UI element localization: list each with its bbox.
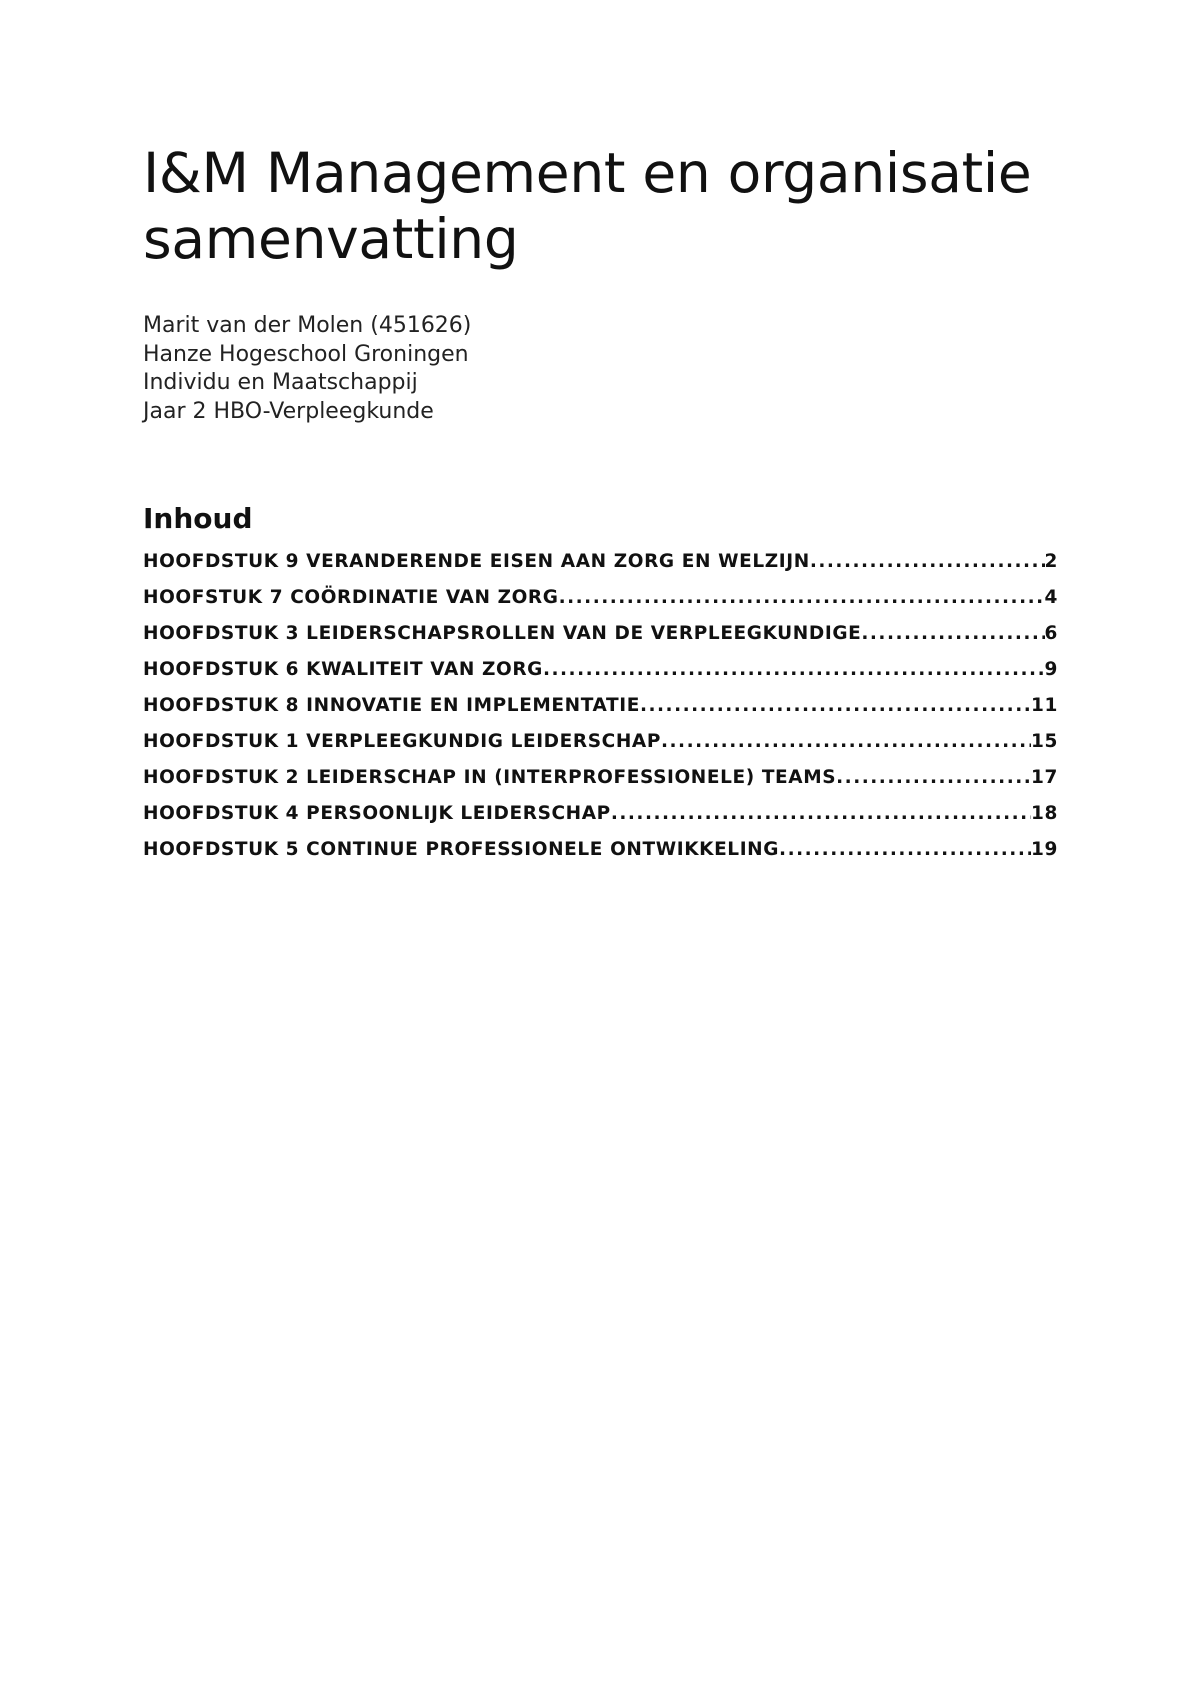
institution: Hanze Hogeschool Groningen [143,341,469,367]
toc-entry-title: HOOFDSTUK 9 VERANDERENDE EISEN AAN ZORG EN WELZIJN [143,551,810,572]
toc-entry-title: HOOFDSTUK 8 INNOVATIE EN IMPLEMENTATIE [143,695,640,716]
toc-entry[interactable] [143,580,1058,616]
document-title: I&M Management en organisatie samenvatting [143,141,1032,271]
toc-entry-title: HOOFDSTUK 2 LEIDERSCHAP IN (INTERPROFESSIONELE) TEAMS [143,767,837,788]
toc-heading: Inhoud [143,502,253,535]
toc-leader-dots [559,580,1045,616]
toc-entry[interactable] [143,688,1058,724]
toc-entry-page: 19 [1031,839,1058,860]
toc-entry[interactable] [143,544,1058,580]
author-info [143,312,1058,426]
toc-leader-dots [543,652,1045,688]
toc-entry-page: 2 [1044,551,1058,572]
toc-leader-dots [661,724,1031,760]
document-page [143,140,1058,884]
table-of-contents [143,544,1058,868]
toc-leader-dots [861,616,1044,652]
toc-entry-title: HOOFDSTUK 6 KWALITEIT VAN ZORG [143,659,543,680]
toc-entry-page: 9 [1044,659,1058,680]
toc-entry-title: HOOFDSTUK 3 LEIDERSCHAPSROLLEN VAN DE VERPLEEGKUNDIGE [143,623,862,644]
toc-entry-page: 4 [1044,587,1058,608]
toc-entry[interactable] [143,652,1058,688]
toc-entry-page: 11 [1031,695,1058,716]
toc-entry-page: 18 [1031,803,1058,824]
course-name: Individu en Maatschappij [143,370,418,395]
toc-entry-title: HOOFSTUK 7 COÖRDINATIE VAN ZORG [143,587,559,608]
toc-entry[interactable] [143,724,1058,760]
author-name: Marit van der Molen (451626) [143,313,472,338]
toc-leader-dots [836,760,1031,796]
toc-entry[interactable] [143,832,1058,868]
study-year: Jaar 2 HBO-Verpleegkunde [143,398,434,424]
toc-entry-page: 15 [1031,731,1058,752]
toc-entry[interactable] [143,616,1058,652]
toc-entry[interactable] [143,760,1058,796]
toc-entry-page: 6 [1044,623,1058,644]
toc-leader-dots [779,832,1031,868]
toc-entry-title: HOOFDSTUK 1 VERPLEEGKUNDIG LEIDERSCHAP [143,731,661,752]
toc-entry-title: HOOFDSTUK 4 PERSOONLIJK LEIDERSCHAP [143,803,611,824]
toc-entry-title: HOOFDSTUK 5 CONTINUE PROFESSIONELE ONTWIKKELING [143,839,780,860]
toc-entry-page: 17 [1031,767,1058,788]
toc-entry[interactable] [143,796,1058,832]
toc-leader-dots [611,796,1031,832]
toc-leader-dots [810,544,1045,580]
toc-leader-dots [640,688,1031,724]
